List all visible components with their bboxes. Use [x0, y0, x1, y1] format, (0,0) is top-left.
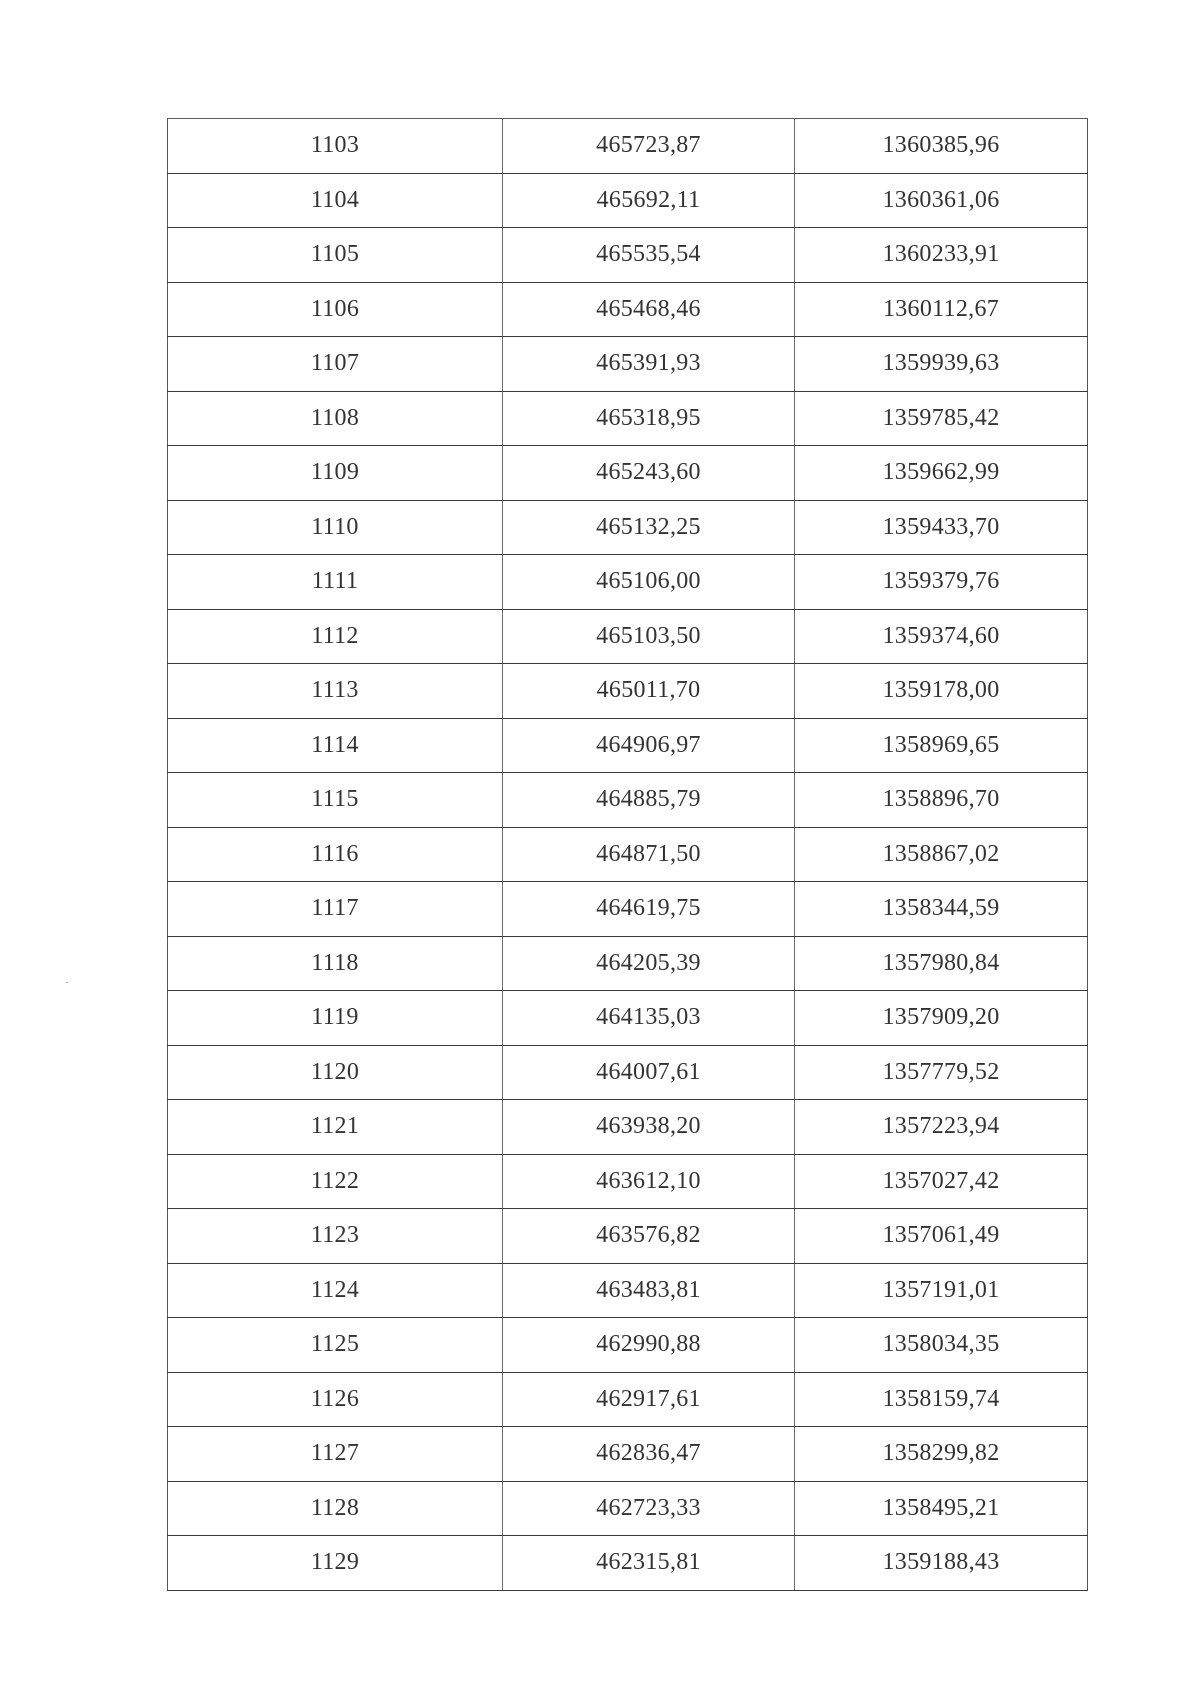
x-coordinate-cell: 463938,20 — [503, 1100, 795, 1155]
point-number-cell: 1127 — [168, 1427, 503, 1482]
point-number-cell: 1119 — [168, 991, 503, 1046]
x-coordinate-cell: 462723,33 — [503, 1481, 795, 1536]
x-coordinate-cell: 465011,70 — [503, 664, 795, 719]
y-coordinate-cell: 1359785,42 — [795, 391, 1088, 446]
y-coordinate-cell: 1360112,67 — [795, 282, 1088, 337]
x-coordinate-cell: 464871,50 — [503, 827, 795, 882]
table-row — [168, 1481, 1088, 1536]
y-coordinate-cell: 1358495,21 — [795, 1481, 1088, 1536]
table-row — [168, 609, 1088, 664]
x-coordinate-cell: 465535,54 — [503, 228, 795, 283]
point-number-cell: 1113 — [168, 664, 503, 719]
table-row — [168, 718, 1088, 773]
table-row — [168, 1372, 1088, 1427]
y-coordinate-cell: 1357980,84 — [795, 936, 1088, 991]
scan-speck — [66, 982, 68, 983]
x-coordinate-cell: 464885,79 — [503, 773, 795, 828]
x-coordinate-cell: 465391,93 — [503, 337, 795, 392]
point-number-cell: 1111 — [168, 555, 503, 610]
y-coordinate-cell: 1358867,02 — [795, 827, 1088, 882]
y-coordinate-cell: 1358969,65 — [795, 718, 1088, 773]
x-coordinate-cell: 462315,81 — [503, 1536, 795, 1591]
x-coordinate-cell: 464205,39 — [503, 936, 795, 991]
x-coordinate-cell: 464007,61 — [503, 1045, 795, 1100]
point-number-cell: 1106 — [168, 282, 503, 337]
table-row — [168, 500, 1088, 555]
y-coordinate-cell: 1359433,70 — [795, 500, 1088, 555]
x-coordinate-cell: 463612,10 — [503, 1154, 795, 1209]
point-number-cell: 1122 — [168, 1154, 503, 1209]
y-coordinate-cell: 1357779,52 — [795, 1045, 1088, 1100]
point-number-cell: 1118 — [168, 936, 503, 991]
y-coordinate-cell: 1360361,06 — [795, 173, 1088, 228]
point-number-cell: 1126 — [168, 1372, 503, 1427]
point-number-cell: 1104 — [168, 173, 503, 228]
y-coordinate-cell: 1357027,42 — [795, 1154, 1088, 1209]
x-coordinate-cell: 465318,95 — [503, 391, 795, 446]
point-number-cell: 1103 — [168, 119, 503, 174]
y-coordinate-cell: 1360233,91 — [795, 228, 1088, 283]
table-row — [168, 1318, 1088, 1373]
y-coordinate-cell: 1358034,35 — [795, 1318, 1088, 1373]
point-number-cell: 1107 — [168, 337, 503, 392]
x-coordinate-cell: 465692,11 — [503, 173, 795, 228]
point-number-cell: 1125 — [168, 1318, 503, 1373]
x-coordinate-cell: 465243,60 — [503, 446, 795, 501]
x-coordinate-cell: 463483,81 — [503, 1263, 795, 1318]
table-row — [168, 1045, 1088, 1100]
y-coordinate-cell: 1358896,70 — [795, 773, 1088, 828]
point-number-cell: 1109 — [168, 446, 503, 501]
table-row — [168, 1209, 1088, 1264]
x-coordinate-cell: 464906,97 — [503, 718, 795, 773]
y-coordinate-cell: 1359662,99 — [795, 446, 1088, 501]
point-number-cell: 1123 — [168, 1209, 503, 1264]
point-number-cell: 1114 — [168, 718, 503, 773]
point-number-cell: 1112 — [168, 609, 503, 664]
table-row — [168, 664, 1088, 719]
y-coordinate-cell: 1357909,20 — [795, 991, 1088, 1046]
table-row — [168, 173, 1088, 228]
coordinates-table-body — [168, 119, 1088, 1591]
table-row — [168, 1154, 1088, 1209]
table-row — [168, 827, 1088, 882]
point-number-cell: 1128 — [168, 1481, 503, 1536]
table-row — [168, 228, 1088, 283]
point-number-cell: 1121 — [168, 1100, 503, 1155]
x-coordinate-cell: 464619,75 — [503, 882, 795, 937]
table-row — [168, 555, 1088, 610]
table-row — [168, 446, 1088, 501]
y-coordinate-cell: 1357223,94 — [795, 1100, 1088, 1155]
table-row — [168, 773, 1088, 828]
table-row — [168, 991, 1088, 1046]
y-coordinate-cell: 1358344,59 — [795, 882, 1088, 937]
y-coordinate-cell: 1359188,43 — [795, 1536, 1088, 1591]
y-coordinate-cell: 1360385,96 — [795, 119, 1088, 174]
x-coordinate-cell: 464135,03 — [503, 991, 795, 1046]
table-row — [168, 882, 1088, 937]
x-coordinate-cell: 462836,47 — [503, 1427, 795, 1482]
table-row — [168, 1263, 1088, 1318]
point-number-cell: 1129 — [168, 1536, 503, 1591]
point-number-cell: 1124 — [168, 1263, 503, 1318]
table-row — [168, 1427, 1088, 1482]
y-coordinate-cell: 1359939,63 — [795, 337, 1088, 392]
x-coordinate-cell: 462917,61 — [503, 1372, 795, 1427]
table-row — [168, 1536, 1088, 1591]
x-coordinate-cell: 465723,87 — [503, 119, 795, 174]
x-coordinate-cell: 462990,88 — [503, 1318, 795, 1373]
y-coordinate-cell: 1359374,60 — [795, 609, 1088, 664]
table-row — [168, 391, 1088, 446]
point-number-cell: 1117 — [168, 882, 503, 937]
table-row — [168, 119, 1088, 174]
x-coordinate-cell: 465106,00 — [503, 555, 795, 610]
coordinates-table — [167, 118, 1088, 1591]
x-coordinate-cell: 463576,82 — [503, 1209, 795, 1264]
y-coordinate-cell: 1357061,49 — [795, 1209, 1088, 1264]
table-row — [168, 282, 1088, 337]
y-coordinate-cell: 1359178,00 — [795, 664, 1088, 719]
table-row — [168, 337, 1088, 392]
point-number-cell: 1115 — [168, 773, 503, 828]
y-coordinate-cell: 1359379,76 — [795, 555, 1088, 610]
y-coordinate-cell: 1358159,74 — [795, 1372, 1088, 1427]
point-number-cell: 1110 — [168, 500, 503, 555]
table-row — [168, 936, 1088, 991]
point-number-cell: 1105 — [168, 228, 503, 283]
x-coordinate-cell: 465132,25 — [503, 500, 795, 555]
point-number-cell: 1108 — [168, 391, 503, 446]
point-number-cell: 1116 — [168, 827, 503, 882]
y-coordinate-cell: 1357191,01 — [795, 1263, 1088, 1318]
y-coordinate-cell: 1358299,82 — [795, 1427, 1088, 1482]
table-row — [168, 1100, 1088, 1155]
x-coordinate-cell: 465468,46 — [503, 282, 795, 337]
x-coordinate-cell: 465103,50 — [503, 609, 795, 664]
point-number-cell: 1120 — [168, 1045, 503, 1100]
